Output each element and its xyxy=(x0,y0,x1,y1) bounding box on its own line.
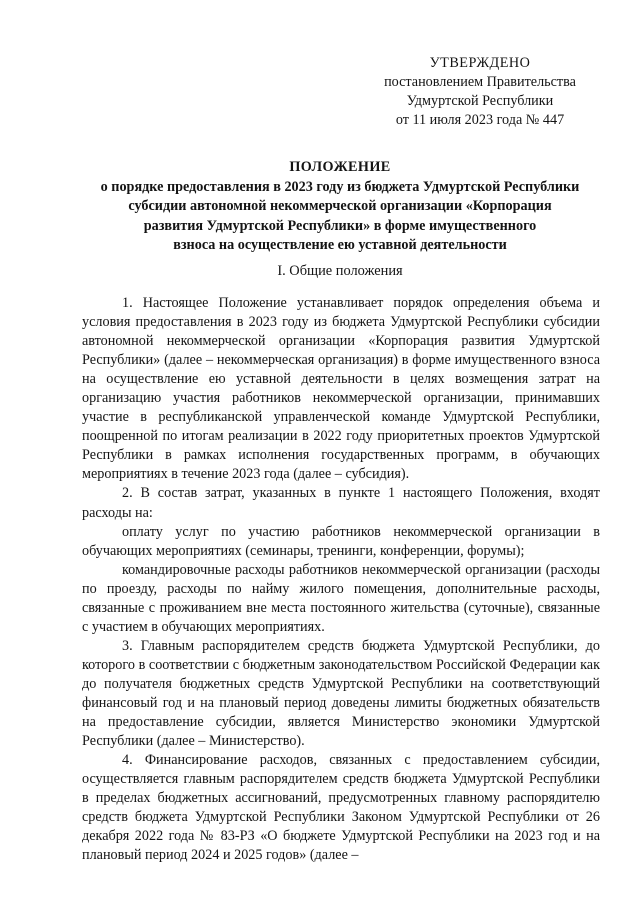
approval-region: Удмуртской Республики xyxy=(406,93,554,109)
title-line: о порядке предоставления в 2023 году из бюджета Удмуртской Республики xyxy=(100,178,580,195)
document-title xyxy=(70,158,610,256)
paragraph-2-item-1: оплату услуг по участию работников некоммерческой организации в обучающих мероприятиях (семинары, тренинги, конференции, форумы); xyxy=(82,523,600,559)
approval-heading: УТВЕРЖДЕНО xyxy=(429,55,531,71)
approval-date-number: от 11 июля 2023 года № 447 xyxy=(395,112,565,128)
approval-stamp xyxy=(360,54,600,130)
title-line: развития Удмуртской Республики» в форме имущественного xyxy=(143,217,537,234)
document-body xyxy=(82,294,600,865)
title-heading: ПОЛОЖЕНИЕ xyxy=(289,159,391,175)
title-line: взноса на осуществление ею уставной деятельности xyxy=(173,237,507,253)
approval-authority: постановлением Правительства xyxy=(384,74,576,90)
paragraph-2-item-2: командировочные расходы работников некоммерческой организации (расходы по проезду, расходы по найму жилого помещения, дополнительные расходы, связанные с проживанием вне места постоянного жительства (суточные), связанные с участием в обучающих мероприятиях. xyxy=(82,561,600,635)
title-line: субсидии автономной некоммерческой организации «Корпорация xyxy=(128,198,552,214)
section-heading: I. Общие положения xyxy=(277,263,403,279)
paragraph-2: 2. В состав затрат, указанных в пункте 1 настоящего Положения, входят расходы на: xyxy=(82,485,600,521)
paragraph-1: 1. Настоящее Положение устанавливает порядок определения объема и условия предоставления в 2023 году из бюджета Удмуртской Республики субсидии автономной некоммерческой организации «Корпорация развития Удмуртской Республики» (далее – некоммерческая организация) в форме имущественного взноса на осуществление ею уставной деятельности в целях возмещения затрат на организацию участия работников некоммерческой организации, принимавших участие в республиканской управленческой команде Удмуртской Республики, поощренной по итогам реализации в 2022 году приоритетных проектов Удмуртской Республики в рамках исполнения государственных программ, в обучающих мероприятиях в течение 2023 года (далее – субсидия). xyxy=(82,295,600,483)
paragraph-3: 3. Главным распорядителем средств бюджета Удмуртской Республики, до которого в соответствии с бюджетным законодательством Российской Федерации как до получателя бюджетных средств Удмуртской Республики на соответствующий финансовый год и на плановый период доведены лимиты бюджетных обязательств на предоставление субсидии, является Министерство экономики Удмуртской Республики (далее – Министерство). xyxy=(82,637,600,750)
paragraph-4: 4. Финансирование расходов, связанных с предоставлением субсидии, осуществляется главным распорядителем средств бюджета Удмуртской Республики в пределах бюджетных ассигнований, предусмотренных главному распорядителю средств бюджета Удмуртской Республики Законом Удмуртской Республики от 26 декабря 2022 года № 83-РЗ «О бюджете Удмуртской Республики на 2023 год и на плановый период 2024 и 2025 годов» (далее – xyxy=(82,752,600,864)
